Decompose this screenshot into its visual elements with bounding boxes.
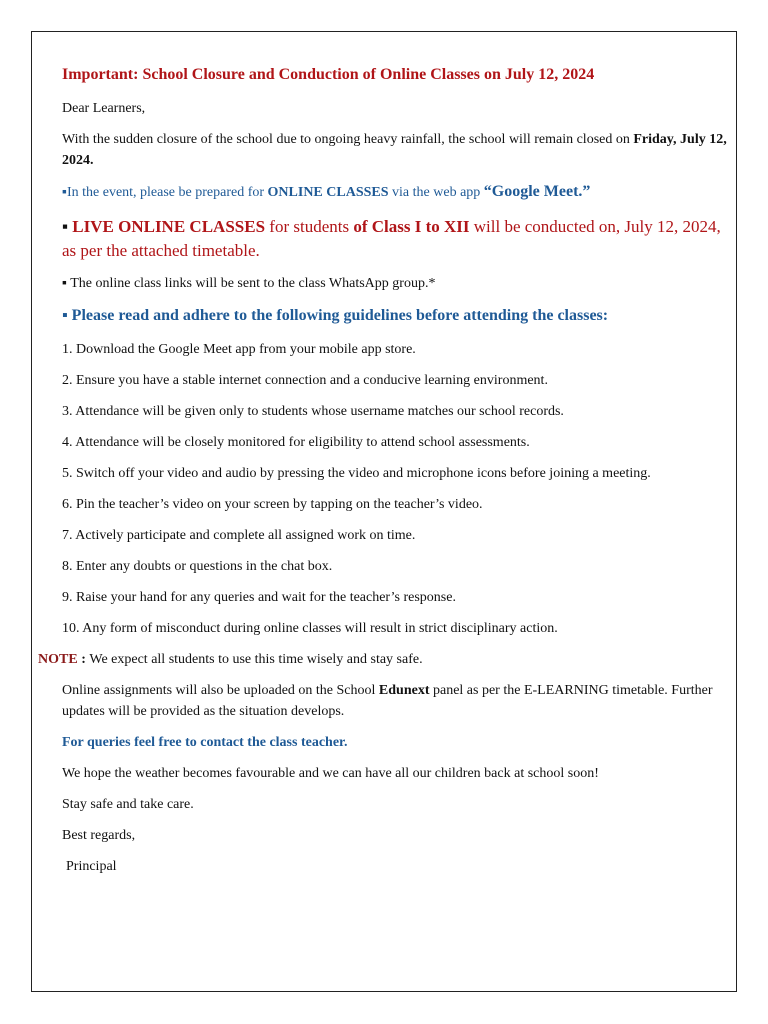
assignments-rest: panel as per the E-LEARNING timetable. Further updates will be provided as the situation develops.	[62, 683, 713, 719]
note-colon: :	[77, 652, 90, 667]
event-google-meet: “Google Meet.”	[483, 183, 591, 200]
guideline-item: 8. Enter any doubts or questions in the chat box.	[62, 559, 333, 574]
links-note: ▪ The online class links will be sent to the class WhatsApp group.*	[62, 276, 436, 291]
hope-line: We hope the weather becomes favourable and we can have all our children back at school soon!	[62, 766, 599, 781]
closure-paragraph	[62, 129, 730, 171]
queries-line: For queries feel free to contact the class teacher.	[62, 735, 348, 750]
note-text: We expect all students to use this time wisely and stay safe.	[89, 652, 423, 667]
event-mid: via the web app	[388, 185, 484, 200]
live-rest: will be conducted on, July 12, 2024, as per the attached timetable.	[62, 217, 721, 260]
live-class-range: of Class I to XII	[353, 217, 470, 236]
event-paragraph	[62, 181, 730, 203]
event-text: ▪In the event, please be prepared for	[62, 185, 268, 200]
note-label: NOTE	[38, 652, 78, 667]
live-classes-paragraph	[62, 215, 722, 263]
guideline-item: 4. Attendance will be closely monitored for eligibility to attend school assessments.	[62, 435, 530, 450]
note-paragraph	[38, 649, 423, 670]
guideline-item: 6. Pin the teacher’s video on your screen by tapping on the teacher’s video.	[62, 497, 483, 512]
guideline-item: 1. Download the Google Meet app from your mobile app store.	[62, 342, 416, 357]
greeting: Dear Learners,	[62, 101, 146, 116]
guideline-item: 9. Raise your hand for any queries and wait for the teacher’s response.	[62, 590, 456, 605]
live-mid: for students	[265, 217, 354, 236]
closure-text: With the sudden closure of the school due to ongoing heavy rainfall, the school will remain closed on	[62, 132, 634, 147]
guidelines-heading: ▪ Please read and adhere to the following guidelines before attending the classes:	[62, 307, 609, 324]
notice-title: Important: School Closure and Conduction of Online Classes on July 12, 2024	[62, 66, 595, 83]
stay-safe-line: Stay safe and take care.	[62, 797, 194, 812]
live-bullet: ▪	[62, 217, 73, 236]
guideline-item: 2. Ensure you have a stable internet connection and a conducive learning environment.	[62, 373, 548, 388]
guideline-item: 3. Attendance will be given only to students whose username matches our school records.	[62, 404, 564, 419]
live-online-classes: LIVE ONLINE CLASSES	[72, 217, 266, 236]
regards-line: Best regards,	[62, 828, 136, 843]
event-online-classes: ONLINE CLASSES	[267, 185, 389, 200]
guideline-item: 7. Actively participate and complete all assigned work on time.	[62, 528, 416, 543]
guideline-item: 5. Switch off your video and audio by pressing the video and microphone icons before joining a meeting.	[62, 466, 651, 481]
signature: Principal	[66, 859, 117, 874]
assignments-text: Online assignments will also be uploaded on the School	[62, 683, 379, 698]
assignments-edunext: Edunext	[378, 683, 430, 698]
guideline-item: 10. Any form of misconduct during online classes will result in strict disciplinary action.	[62, 621, 558, 636]
assignments-paragraph	[62, 680, 730, 722]
closure-date: Friday, July 12, 2024.	[62, 132, 727, 168]
